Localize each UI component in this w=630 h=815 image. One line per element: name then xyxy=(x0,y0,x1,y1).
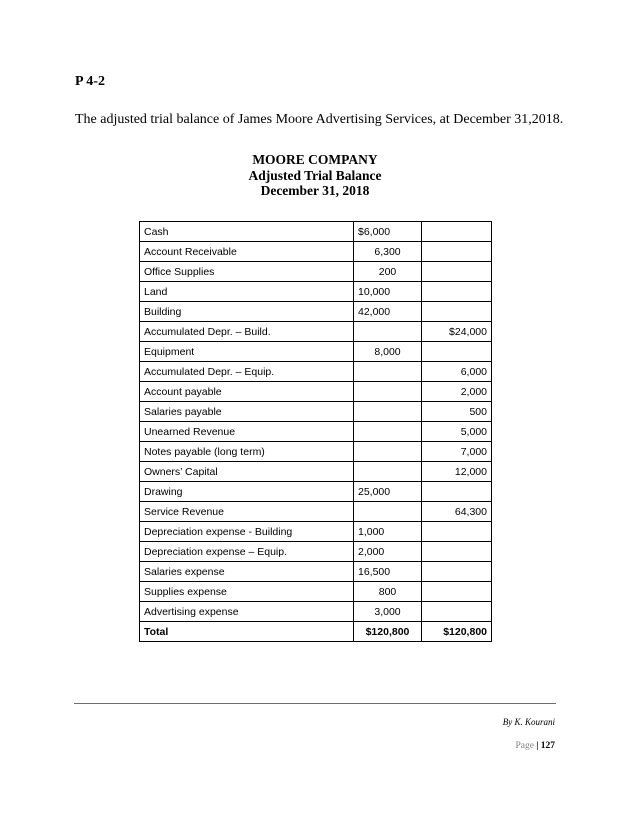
debit-amount: 8,000 xyxy=(354,342,422,362)
debit-amount: 6,300 xyxy=(354,242,422,262)
debit-amount xyxy=(354,422,422,442)
footer-divider xyxy=(74,703,556,704)
account-name: Service Revenue xyxy=(140,502,354,522)
account-name: Salaries expense xyxy=(140,562,354,582)
credit-amount: $24,000 xyxy=(422,322,492,342)
table-row xyxy=(140,302,492,322)
table-row xyxy=(140,382,492,402)
debit-amount xyxy=(354,442,422,462)
account-name: Supplies expense xyxy=(140,582,354,602)
table-row xyxy=(140,542,492,562)
credit-amount: 5,000 xyxy=(422,422,492,442)
table-row xyxy=(140,242,492,262)
debit-amount: 2,000 xyxy=(354,542,422,562)
account-name: Account payable xyxy=(140,382,354,402)
debit-amount: 25,000 xyxy=(354,482,422,502)
credit-amount: 500 xyxy=(422,402,492,422)
debit-amount: 16,500 xyxy=(354,562,422,582)
credit-amount: 7,000 xyxy=(422,442,492,462)
total-debit: $120,800 xyxy=(354,622,422,642)
account-name: Building xyxy=(140,302,354,322)
debit-amount: 10,000 xyxy=(354,282,422,302)
account-name: Advertising expense xyxy=(140,602,354,622)
credit-amount xyxy=(422,522,492,542)
account-name: Salaries payable xyxy=(140,402,354,422)
debit-amount: 3,000 xyxy=(354,602,422,622)
debit-amount xyxy=(354,362,422,382)
page-separator: | xyxy=(536,741,539,751)
credit-amount: 2,000 xyxy=(422,382,492,402)
table-row xyxy=(140,342,492,362)
credit-amount xyxy=(422,582,492,602)
credit-amount xyxy=(422,602,492,622)
table-row xyxy=(140,502,492,522)
total-row xyxy=(140,622,492,642)
credit-amount xyxy=(422,262,492,282)
table-row xyxy=(140,482,492,502)
debit-amount xyxy=(354,382,422,402)
table-row xyxy=(140,402,492,422)
table-row xyxy=(140,602,492,622)
page-number-value: 127 xyxy=(540,741,555,751)
table-row xyxy=(140,582,492,602)
credit-amount xyxy=(422,482,492,502)
debit-amount xyxy=(354,322,422,342)
account-name: Notes payable (long term) xyxy=(140,442,354,462)
credit-amount: 64,300 xyxy=(422,502,492,522)
company-name: MOORE COMPANY xyxy=(252,152,378,167)
debit-amount: 200 xyxy=(354,262,422,282)
table-row xyxy=(140,362,492,382)
trial-balance-table xyxy=(139,221,492,642)
credit-amount xyxy=(422,302,492,322)
account-name: Office Supplies xyxy=(140,262,354,282)
credit-amount xyxy=(422,222,492,242)
credit-amount xyxy=(422,562,492,582)
total-label: Total xyxy=(140,622,354,642)
total-credit: $120,800 xyxy=(422,622,492,642)
statement-title: Adjusted Trial Balance xyxy=(248,167,382,183)
table-row xyxy=(140,282,492,302)
credit-amount: 6,000 xyxy=(422,362,492,382)
account-name: Accumulated Depr. – Build. xyxy=(140,322,354,342)
table-row xyxy=(140,442,492,462)
page-number xyxy=(515,741,555,751)
statement-date: December 31, 2018 xyxy=(260,183,370,198)
account-name: Cash xyxy=(140,222,354,242)
table-row xyxy=(140,562,492,582)
account-name: Depreciation expense – Equip. xyxy=(140,542,354,562)
table-row xyxy=(140,262,492,282)
credit-amount xyxy=(422,242,492,262)
account-name: Owners’ Capital xyxy=(140,462,354,482)
author-credit: By K. Kourani xyxy=(502,717,555,727)
debit-amount: 42,000 xyxy=(354,302,422,322)
page-label: Page xyxy=(515,741,534,751)
table-row xyxy=(140,422,492,442)
debit-amount: $6,000 xyxy=(354,222,422,242)
statement-heading xyxy=(0,152,630,199)
credit-amount xyxy=(422,282,492,302)
debit-amount xyxy=(354,502,422,522)
debit-amount xyxy=(354,402,422,422)
intro-text: The adjusted trial balance of James Moore Advertising Services, at December 31,2018. xyxy=(75,112,564,127)
account-name: Equipment xyxy=(140,342,354,362)
debit-amount xyxy=(354,462,422,482)
credit-amount: 12,000 xyxy=(422,462,492,482)
table-row xyxy=(140,462,492,482)
account-name: Unearned Revenue xyxy=(140,422,354,442)
debit-amount: 800 xyxy=(354,582,422,602)
account-name: Land xyxy=(140,282,354,302)
problem-id: P 4-2 xyxy=(75,74,105,89)
debit-amount: 1,000 xyxy=(354,522,422,542)
table-row xyxy=(140,322,492,342)
account-name: Drawing xyxy=(140,482,354,502)
account-name: Accumulated Depr. – Equip. xyxy=(140,362,354,382)
credit-amount xyxy=(422,342,492,362)
credit-amount xyxy=(422,542,492,562)
table-row xyxy=(140,522,492,542)
account-name: Depreciation expense - Building xyxy=(140,522,354,542)
table-row xyxy=(140,222,492,242)
account-name: Account Receivable xyxy=(140,242,354,262)
